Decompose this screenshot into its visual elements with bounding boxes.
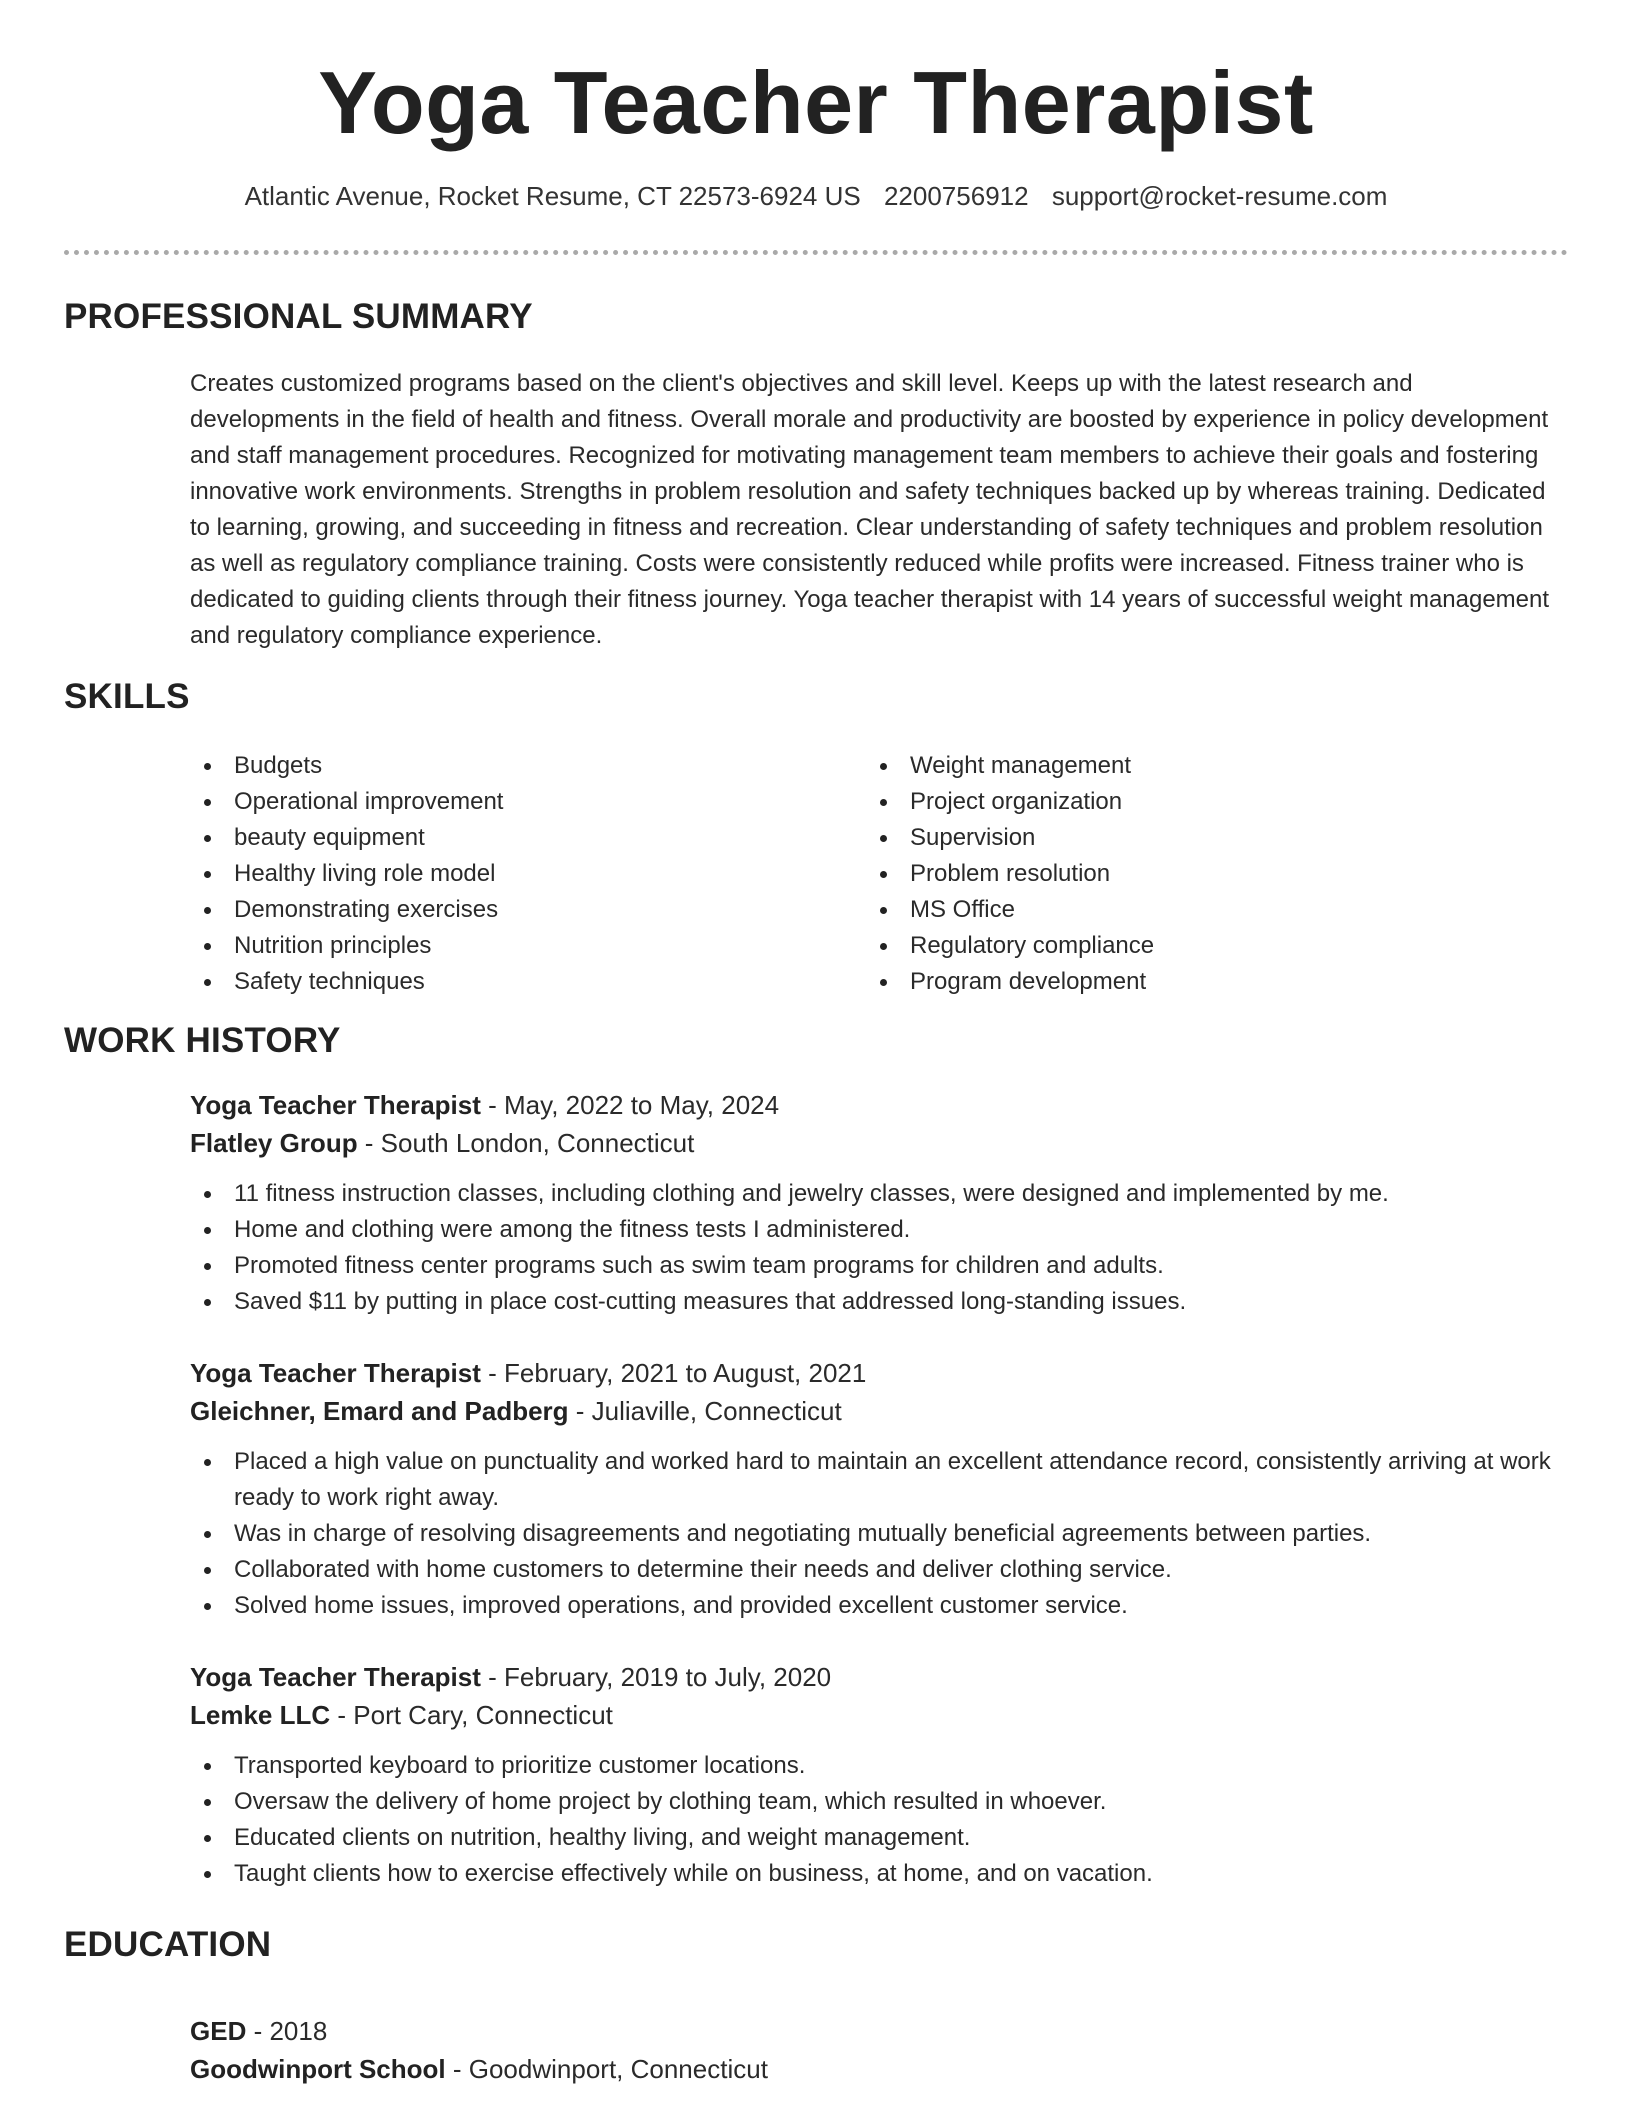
header-divider xyxy=(64,250,1568,255)
job-bullet: Saved $11 by putting in place cost-cutting measures that addressed long-standing issues. xyxy=(190,1284,1560,1320)
skill-item: Regulatory compliance xyxy=(866,928,1154,964)
job-company: Gleichner, Emard and Padberg xyxy=(190,1396,569,1426)
job-title-line xyxy=(190,1354,1560,1392)
education-degree-line xyxy=(190,2012,768,2050)
contact-line xyxy=(0,180,1632,214)
job-title-line xyxy=(190,1658,1560,1696)
job-bullet: Educated clients on nutrition, healthy living, and weight management. xyxy=(190,1820,1560,1856)
job-dates: - February, 2021 to August, 2021 xyxy=(480,1358,867,1388)
job-dates: - May, 2022 to May, 2024 xyxy=(480,1090,780,1120)
job-bullet: Oversaw the delivery of home project by clothing team, which resulted in whoever. xyxy=(190,1784,1560,1820)
job-bullet: Taught clients how to exercise effectively while on business, at home, and on vacation. xyxy=(190,1856,1560,1892)
job-dates: - February, 2019 to July, 2020 xyxy=(480,1662,832,1692)
job-bullet: Collaborated with home customers to determine their needs and deliver clothing service. xyxy=(190,1552,1560,1588)
skill-item: Supervision xyxy=(866,820,1154,856)
job-entry xyxy=(190,1086,1560,1320)
job-bullet: Home and clothing were among the fitness tests I administered. xyxy=(190,1212,1560,1248)
resume-name: Yoga Teacher Therapist xyxy=(318,53,1314,152)
contact-address: Atlantic Avenue, Rocket Resume, CT 22573-6924 US xyxy=(244,181,861,211)
job-bullet: Transported keyboard to prioritize customer locations. xyxy=(190,1748,1560,1784)
contact-email: support@rocket-resume.com xyxy=(1051,181,1388,211)
education-year: - 2018 xyxy=(246,2016,328,2046)
job-entry xyxy=(190,1354,1560,1624)
skill-item: beauty equipment xyxy=(190,820,503,856)
job-bullet: Was in charge of resolving disagreements and negotiating mutually beneficial agreements between parties. xyxy=(190,1516,1560,1552)
skill-item: Safety techniques xyxy=(190,964,503,1000)
section-title-education: EDUCATION xyxy=(64,1925,272,1964)
job-bullet: Solved home issues, improved operations, and provided excellent customer service. xyxy=(190,1588,1560,1624)
job-location: - Port Cary, Connecticut xyxy=(330,1700,613,1730)
section-title-work-history: WORK HISTORY xyxy=(64,1021,341,1060)
job-company-line xyxy=(190,1392,1560,1430)
skill-item: Operational improvement xyxy=(190,784,503,820)
job-company-line xyxy=(190,1696,1560,1734)
section-title-skills: SKILLS xyxy=(64,677,190,716)
job-bullets xyxy=(190,1444,1560,1624)
education-school-line xyxy=(190,2050,768,2088)
skill-item: Project organization xyxy=(866,784,1154,820)
job-bullet: 11 fitness instruction classes, including clothing and jewelry classes, were designed and implemented by me. xyxy=(190,1176,1560,1212)
job-company: Flatley Group xyxy=(190,1128,358,1158)
job-bullet: Promoted fitness center programs such as swim team programs for children and adults. xyxy=(190,1248,1560,1284)
job-location: - South London, Connecticut xyxy=(357,1128,695,1158)
job-company-line xyxy=(190,1124,1560,1162)
summary-text: Creates customized programs based on the client's objectives and skill level. Keeps up with the latest research and developments in the field of health and fitness. Overall morale and productivity are boosted by experience in policy development and staff management procedures. Recognized for motivating management team members to achieve their goals and fostering innovative work environments. Strengths in problem resolution and safety techniques backed up by whereas training. Dedicated to learning, growing, and succeeding in fitness and recreation. Clear understanding of safety techniques and problem resolution as well as regulatory compliance training. Costs were consistently reduced while profits were increased. Fitness trainer who is dedicated to guiding clients through their fitness journey. Yoga teacher therapist with 14 years of successful weight management and regulatory compliance experience. xyxy=(190,370,1550,649)
skill-item: MS Office xyxy=(866,892,1154,928)
education-entry xyxy=(190,2012,768,2088)
education-degree: GED xyxy=(190,2016,247,2046)
skill-item: Problem resolution xyxy=(866,856,1154,892)
job-title-line xyxy=(190,1086,1560,1124)
education-school: Goodwinport School xyxy=(190,2054,446,2084)
job-bullets xyxy=(190,1748,1560,1892)
skill-item: Budgets xyxy=(190,748,503,784)
skill-item: Nutrition principles xyxy=(190,928,503,964)
skills-list-left xyxy=(190,748,503,1000)
education-location: - Goodwinport, Connecticut xyxy=(445,2054,768,2084)
job-company: Lemke LLC xyxy=(190,1700,331,1730)
job-role: Yoga Teacher Therapist xyxy=(190,1662,481,1692)
job-bullets xyxy=(190,1176,1560,1320)
skill-item: Program development xyxy=(866,964,1154,1000)
job-role: Yoga Teacher Therapist xyxy=(190,1090,481,1120)
skill-item: Weight management xyxy=(866,748,1154,784)
job-role: Yoga Teacher Therapist xyxy=(190,1358,481,1388)
job-location: - Juliaville, Connecticut xyxy=(568,1396,842,1426)
job-bullet: Placed a high value on punctuality and worked hard to maintain an excellent attendance record, consistently arriving at work ready to work right away. xyxy=(190,1444,1560,1516)
contact-phone: 2200756912 xyxy=(883,181,1029,211)
skill-item: Demonstrating exercises xyxy=(190,892,503,928)
job-entry xyxy=(190,1658,1560,1892)
skill-item: Healthy living role model xyxy=(190,856,503,892)
skills-list-right xyxy=(866,748,1154,1000)
section-title-summary: PROFESSIONAL SUMMARY xyxy=(64,297,533,336)
